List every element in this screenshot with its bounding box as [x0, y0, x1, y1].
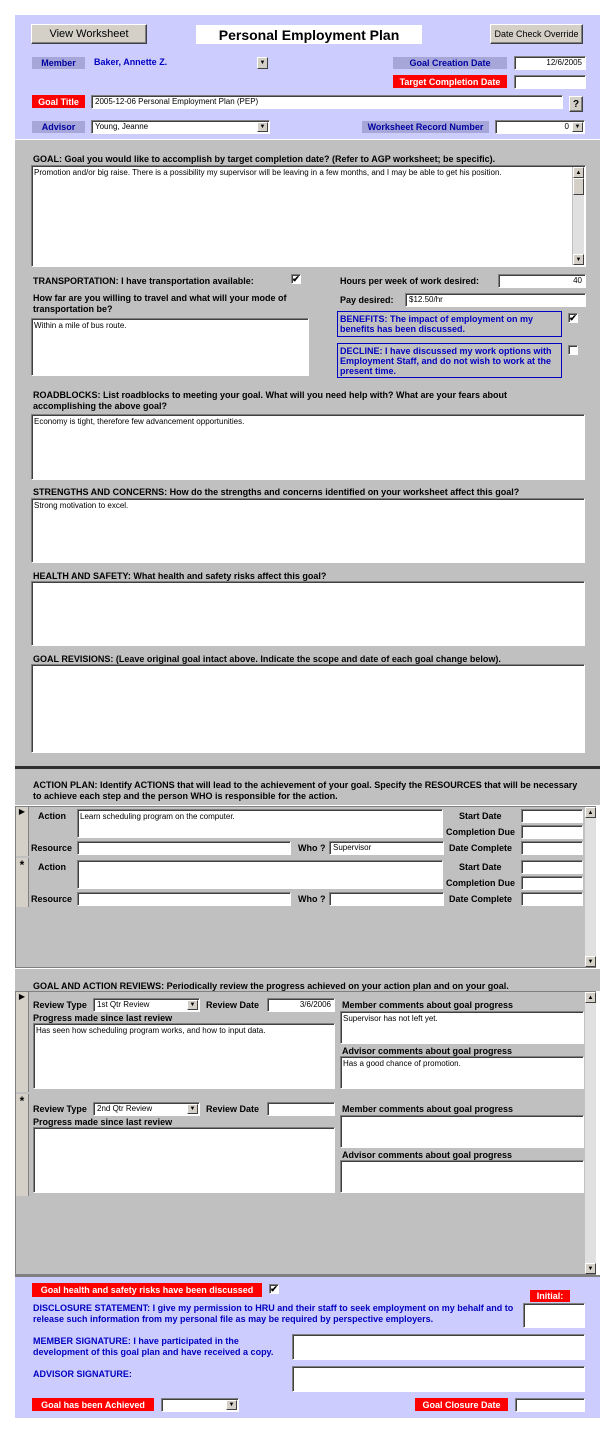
benefits-box: BENEFITS: The impact of employment on my benefits has been discussed.	[337, 311, 562, 337]
date-complete-field[interactable]	[521, 841, 583, 855]
roadblocks-prompt: ROADBLOCKS: List roadblocks to meeting your goal. What will you need help with? What are your fears about accomplishing the above goal?	[33, 390, 508, 411]
review-type-value: 1st Qtr Review	[97, 1000, 150, 1009]
review-date-field[interactable]: 3/6/2006	[267, 998, 335, 1012]
reviews-prompt: GOAL AND ACTION REVIEWS: Periodically review the progress achieved on your action plan and on your goal.	[33, 981, 509, 991]
record-selector[interactable]: ▶	[16, 992, 29, 1092]
goal-text: Promotion and/or big raise. There is a possibility my supervisor will be leaving in a few months, and I may be able to get his position.	[34, 168, 502, 177]
review-date-label: Review Date	[206, 1104, 260, 1114]
member-dropdown-icon[interactable]: ▼	[257, 57, 268, 69]
progress-label: Progress made since last review	[33, 1013, 173, 1023]
completion-due-field[interactable]	[521, 876, 583, 890]
pay-label: Pay desired:	[340, 295, 394, 305]
reviews-scrollbar[interactable]	[584, 992, 596, 1274]
transportation-label: TRANSPORTATION: I have transportation available:	[33, 276, 254, 286]
action-plan-scrollbar[interactable]	[584, 807, 596, 967]
date-complete-field[interactable]	[521, 892, 583, 906]
initial-field[interactable]	[523, 1303, 585, 1328]
advisor-combo[interactable]	[91, 120, 270, 134]
start-date-label: Start Date	[459, 811, 502, 821]
hours-label: Hours per week of work desired:	[340, 276, 480, 286]
action-label: Action	[38, 862, 66, 872]
pay-field[interactable]: $12.50/hr	[405, 293, 586, 307]
review-type-dropdown-icon[interactable]: ▼	[187, 1000, 198, 1010]
goal-achieved-dropdown-icon[interactable]: ▼	[226, 1400, 237, 1410]
who-label: Who ?	[298, 894, 326, 904]
review-type-combo[interactable]	[93, 998, 200, 1012]
goal-creation-date-label: Goal Creation Date	[393, 57, 507, 69]
completion-due-label: Completion Due	[446, 827, 515, 837]
action-label: Action	[38, 811, 66, 821]
scroll-up-icon[interactable]: ▲	[585, 992, 596, 1003]
advisor-label: Advisor	[32, 121, 85, 133]
goal-title-field[interactable]: 2005-12-06 Personal Employment Plan (PEP)	[91, 95, 563, 109]
advisor-dropdown-icon[interactable]: ▼	[257, 122, 268, 132]
review-date-field[interactable]	[267, 1102, 335, 1116]
scroll-up-icon[interactable]: ▲	[573, 167, 584, 178]
scroll-thumb[interactable]	[573, 178, 584, 195]
review-type-dropdown-icon[interactable]: ▼	[187, 1104, 198, 1114]
health-prompt: HEALTH AND SAFETY: What health and safety risks affect this goal?	[33, 571, 327, 581]
member-signature-label: MEMBER SIGNATURE: I have participated in the development of this goal plan and have received a copy.	[33, 1336, 274, 1357]
goal-achieved-label: Goal has been Achieved	[32, 1398, 154, 1411]
who-field[interactable]	[329, 892, 444, 906]
action-plan-prompt: ACTION PLAN: Identify ACTIONS that will lead to the achievement of your goal. Specify the RESOURCES that will be necessary to achieve each step and the person WHO is responsible for the action.	[33, 780, 578, 801]
advisor-signature-label: ADVISOR SIGNATURE:	[33, 1369, 132, 1379]
strengths-prompt: STRENGTHS AND CONCERNS: How do the strengths and concerns identified on your worksheet affect this goal?	[33, 487, 520, 497]
view-worksheet-button[interactable]: View Worksheet	[31, 24, 147, 44]
advisor-value: Young, Jeanne	[95, 122, 149, 131]
benefits-checkbox[interactable]: ✔	[569, 313, 577, 323]
member-value: Baker, Annette Z.	[94, 57, 168, 67]
health-discussed-label: Goal health and safety risks have been discussed	[32, 1283, 262, 1297]
who-field[interactable]: Supervisor	[329, 841, 444, 855]
goal-creation-date-field[interactable]: 12/6/2005	[514, 56, 586, 70]
goal-closure-field[interactable]	[515, 1398, 585, 1412]
action-field[interactable]: Learn scheduling program on the computer.	[77, 809, 443, 838]
advisor-comments-field[interactable]: Has a good chance of promotion.	[340, 1056, 584, 1089]
completion-due-field[interactable]	[521, 825, 583, 839]
record-selector-new[interactable]: *	[16, 858, 29, 907]
review-type-label: Review Type	[33, 1000, 87, 1010]
resource-label: Resource	[31, 894, 73, 904]
initial-label: Initial:	[530, 1290, 570, 1302]
date-complete-label: Date Complete	[449, 894, 513, 904]
disclosure-statement: DISCLOSURE STATEMENT: I give my permission to HRU and their staff to seek employment on my behalf and to release such information from my personal file as may be required by perspective employers.	[33, 1303, 514, 1324]
scroll-down-icon[interactable]: ▼	[573, 254, 584, 265]
goal-achieved-combo[interactable]	[161, 1398, 239, 1412]
decline-checkbox[interactable]	[568, 345, 578, 355]
member-comments-field[interactable]: Supervisor has not left yet.	[340, 1011, 584, 1044]
travel-prompt: How far are you willing to travel and what will your mode of transportation be?	[33, 293, 287, 314]
health-discussed-checkbox[interactable]: ✔	[270, 1284, 278, 1294]
resource-label: Resource	[31, 843, 73, 853]
progress-field[interactable]	[33, 1127, 335, 1193]
revisions-textarea[interactable]	[31, 664, 585, 753]
worksheet-record-dropdown-icon[interactable]: ▼	[572, 122, 583, 132]
review-date-label: Review Date	[206, 1000, 260, 1010]
advisor-comments-label: Advisor comments about goal progress	[342, 1046, 513, 1056]
page-title: Personal Employment Plan	[196, 25, 422, 44]
record-selector-new[interactable]: *	[16, 1094, 29, 1196]
transportation-checkbox[interactable]: ✔	[292, 274, 300, 284]
start-date-label: Start Date	[459, 862, 502, 872]
progress-label: Progress made since last review	[33, 1117, 173, 1127]
travel-textarea[interactable]: Within a mile of bus route.	[31, 318, 309, 376]
goal-title-label: Goal Title	[32, 95, 85, 108]
target-completion-field[interactable]	[514, 75, 586, 89]
member-combo[interactable]	[91, 56, 269, 70]
member-signature-field[interactable]	[292, 1334, 585, 1360]
revisions-prompt: GOAL REVISIONS: (Leave original goal intact above. Indicate the scope and date of each goal change below).	[33, 654, 501, 664]
goal-closure-label: Goal Closure Date	[415, 1398, 508, 1411]
member-label: Member	[32, 57, 85, 69]
worksheet-record-label: Worksheet Record Number	[362, 121, 489, 133]
goal-prompt: GOAL: Goal you would like to accomplish by target completion date? (Refer to AGP worksheet; be specific).	[33, 154, 496, 164]
scroll-up-icon[interactable]: ▲	[585, 807, 596, 818]
roadblocks-textarea[interactable]: Economy is tight, therefore few advancement opportunities.	[31, 414, 585, 480]
strengths-textarea[interactable]: Strong motivation to excel.	[31, 498, 585, 563]
hours-field[interactable]: 40	[498, 274, 586, 288]
date-check-override-button[interactable]: Date Check Override	[490, 24, 583, 44]
decline-box: DECLINE: I have discussed my work options with Employment Staff, and do not wish to work at the present time.	[337, 343, 562, 378]
advisor-comments-field[interactable]	[340, 1160, 584, 1193]
health-textarea[interactable]	[31, 581, 585, 646]
member-comments-field[interactable]	[340, 1115, 584, 1148]
goal-scrollbar[interactable]	[572, 167, 584, 265]
who-label: Who ?	[298, 843, 326, 853]
help-button[interactable]: ?	[569, 96, 583, 112]
start-date-field[interactable]	[521, 860, 583, 874]
member-comments-label: Member comments about goal progress	[342, 1000, 514, 1010]
resource-field[interactable]	[77, 841, 291, 855]
goal-textarea[interactable]	[31, 165, 586, 267]
worksheet-record-value: 0	[564, 122, 569, 131]
target-completion-label: Target Completion Date	[393, 75, 507, 88]
advisor-comments-label: Advisor comments about goal progress	[342, 1150, 513, 1160]
record-selector[interactable]: ▶	[16, 807, 29, 856]
review-type-value: 2nd Qtr Review	[97, 1104, 153, 1113]
worksheet-record-combo[interactable]	[495, 120, 585, 134]
member-comments-label: Member comments about goal progress	[342, 1104, 514, 1114]
scroll-down-icon[interactable]: ▼	[585, 956, 596, 967]
action-field[interactable]	[77, 860, 443, 889]
scroll-down-icon[interactable]: ▼	[585, 1263, 596, 1274]
review-type-combo[interactable]	[93, 1102, 200, 1116]
date-complete-label: Date Complete	[449, 843, 513, 853]
progress-field[interactable]: Has seen how scheduling program works, and how to input data.	[33, 1023, 335, 1089]
completion-due-label: Completion Due	[446, 878, 515, 888]
review-type-label: Review Type	[33, 1104, 87, 1114]
resource-field[interactable]	[77, 892, 291, 906]
advisor-signature-field[interactable]	[292, 1366, 585, 1392]
start-date-field[interactable]	[521, 809, 583, 823]
